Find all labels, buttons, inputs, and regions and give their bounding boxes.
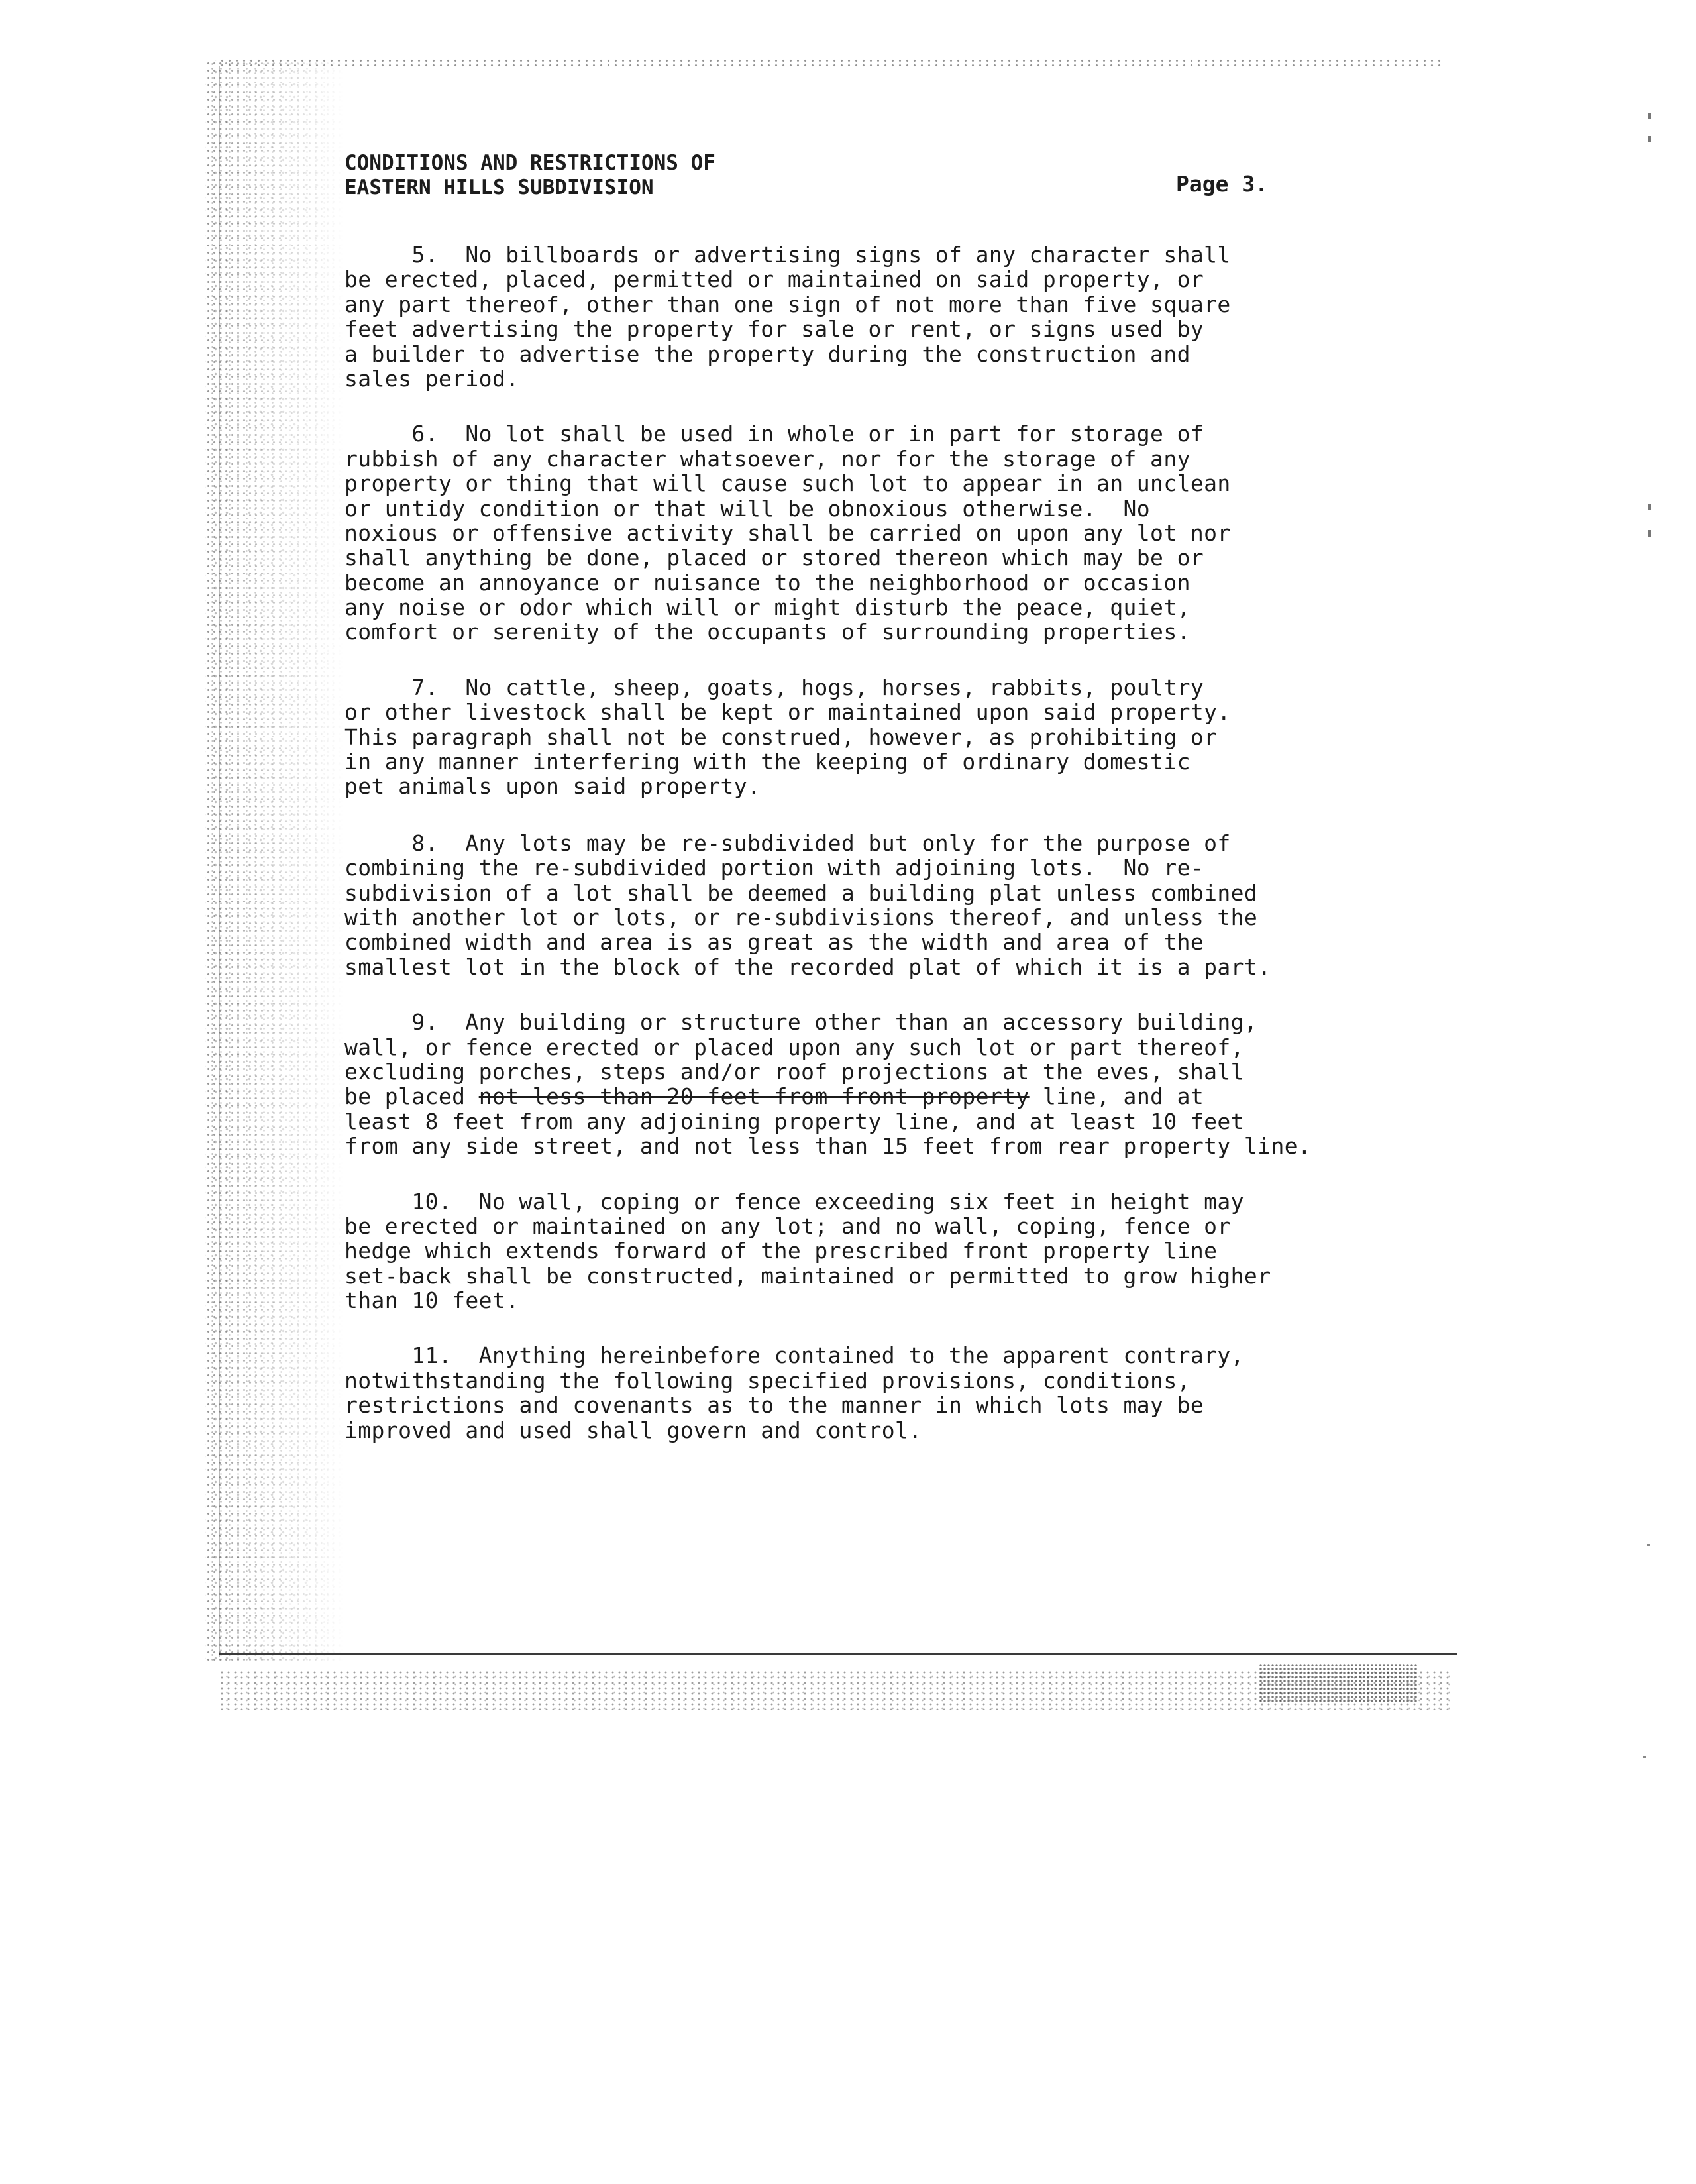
- margin-speck: [1643, 1756, 1646, 1758]
- text-line: 9. Any building or structure other than an accessory building,: [344, 1009, 1258, 1036]
- paragraph-7: [344, 675, 1418, 799]
- text-line: 5. No billboards or advertising signs of any character shall: [344, 242, 1231, 268]
- text-line: sales period.: [344, 365, 519, 392]
- text-line: a builder to advertise the property during the construction and: [344, 341, 1191, 367]
- margin-speck: [1647, 1544, 1650, 1546]
- copy-noise-left-margin: [205, 60, 344, 1663]
- text-line: with another lot or lots, or re-subdivisions thereof, and unless the: [344, 904, 1258, 930]
- paragraph-8: [344, 831, 1418, 979]
- text-segment: line, and at: [1029, 1083, 1204, 1110]
- text-line: rubbish of any character whatsoever, nor for the storage of any: [344, 445, 1191, 472]
- header-title-line-2: EASTERN HILLS SUBDIVISION: [344, 176, 654, 199]
- text-line: improved and used shall govern and control.: [344, 1417, 922, 1443]
- paragraph-6: [344, 421, 1418, 645]
- text-line: 10. No wall, coping or fence exceeding six feet in height may: [344, 1188, 1244, 1215]
- text-line: restrictions and covenants as to the manner in which lots may be: [344, 1392, 1204, 1419]
- margin-speck: [1648, 504, 1651, 510]
- text-line: feet advertising the property for sale or rent, or signs used by: [344, 316, 1204, 343]
- text-line: combining the re-subdivided portion with adjoining lots. No re-: [344, 855, 1204, 881]
- text-line: 6. No lot shall be used in whole or in part for storage of: [344, 421, 1204, 447]
- text-line: set-back shall be constructed, maintained or permitted to grow higher: [344, 1262, 1271, 1289]
- paragraph-9: [344, 1010, 1418, 1158]
- bottom-rule-line: [219, 1653, 1458, 1655]
- text-line: noxious or offensive activity shall be carried on upon any lot nor: [344, 519, 1231, 546]
- margin-speck: [1648, 530, 1651, 537]
- text-line: any noise or odor which will or might disturb the peace, quiet,: [344, 594, 1191, 621]
- paragraph-10: [344, 1189, 1418, 1313]
- text-line: comfort or serenity of the occupants of surrounding properties.: [344, 619, 1191, 645]
- header-title-line-1: CONDITIONS AND RESTRICTIONS OF: [344, 151, 716, 175]
- text-line: 7. No cattle, sheep, goats, hogs, horses, rabbits, poultry: [344, 674, 1204, 700]
- text-line: become an annoyance or nuisance to the neighborhood or occasion: [344, 569, 1191, 596]
- paragraph-5: [344, 243, 1418, 391]
- text-line: hedge which extends forward of the prescribed front property line: [344, 1238, 1218, 1264]
- text-line: 11. Anything hereinbefore contained to the apparent contrary,: [344, 1342, 1244, 1369]
- text-line: notwithstanding the following specified provisions, conditions,: [344, 1367, 1191, 1393]
- left-margin-edge: [219, 66, 220, 1657]
- text-line-with-strikeout: [344, 1084, 1418, 1109]
- copy-noise-bottom-right: [1259, 1663, 1418, 1703]
- document-header: [344, 151, 1298, 200]
- paragraph-11: [344, 1343, 1418, 1443]
- text-line: or untidy condition or that will be obnoxious otherwise. No: [344, 495, 1151, 521]
- copy-noise-top: [219, 58, 1444, 68]
- text-line: excluding porches, steps and/or roof projections at the eves, shall: [344, 1058, 1244, 1085]
- text-line: least 8 feet from any adjoining property line, and at least 10 feet: [344, 1108, 1244, 1134]
- text-line: from any side street, and not less than 15 feet from rear property line.: [344, 1133, 1312, 1160]
- text-line: smallest lot in the block of the recorded plat of which it is a part.: [344, 954, 1271, 980]
- text-line: property or thing that will cause such lot to appear in an unclean: [344, 470, 1231, 497]
- struck-through-text: not less than 20 feet from front property: [478, 1083, 1030, 1110]
- text-line: be erected, placed, permitted or maintained on said property, or: [344, 266, 1204, 293]
- text-line: wall, or fence erected or placed upon any such lot or part thereof,: [344, 1034, 1244, 1060]
- margin-speck: [1648, 136, 1651, 142]
- text-line: shall anything be done, placed or stored thereon which may be or: [344, 545, 1204, 571]
- text-line: This paragraph shall not be construed, however, as prohibiting or: [344, 724, 1218, 750]
- text-line: in any manner interfering with the keeping of ordinary domestic: [344, 749, 1191, 775]
- text-line: combined width and area is as great as the width and area of the: [344, 929, 1204, 956]
- text-line: be erected or maintained on any lot; and no wall, coping, fence or: [344, 1213, 1231, 1239]
- text-segment: be placed: [344, 1083, 479, 1110]
- text-line: subdivision of a lot shall be deemed a building plat unless combined: [344, 879, 1258, 906]
- text-line: 8. Any lots may be re-subdivided but only for the purpose of: [344, 830, 1231, 856]
- text-line: any part thereof, other than one sign of not more than five square: [344, 291, 1231, 317]
- page-number: Page 3.: [1176, 171, 1269, 197]
- text-line: pet animals upon said property.: [344, 773, 761, 800]
- margin-speck: [1648, 113, 1651, 119]
- document-body: [344, 243, 1418, 1443]
- text-line: than 10 feet.: [344, 1287, 519, 1314]
- text-line: or other livestock shall be kept or maintained upon said property.: [344, 699, 1231, 726]
